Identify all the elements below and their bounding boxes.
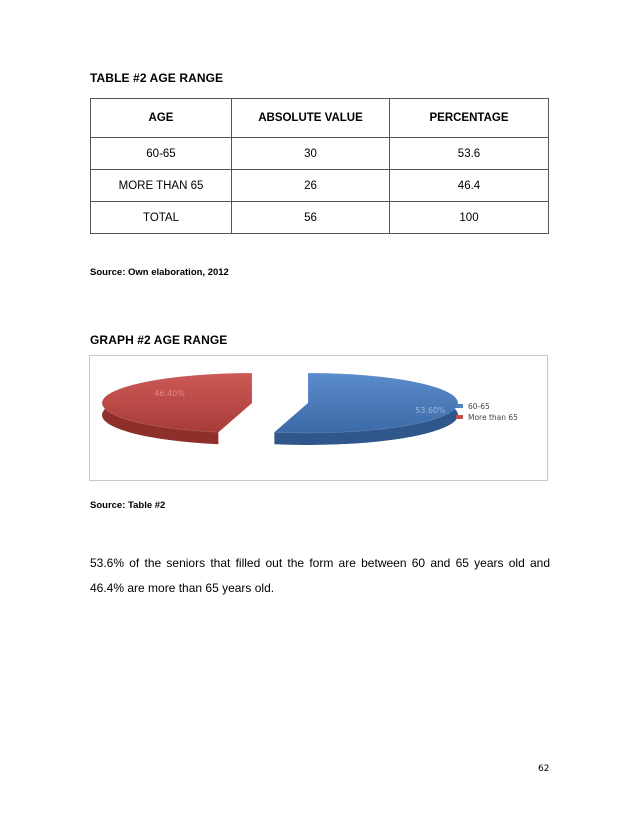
pie-data-label: 53.60% <box>415 406 446 416</box>
table-title: TABLE #2 AGE RANGE <box>90 71 224 85</box>
table-cell: 56 <box>232 202 390 234</box>
table-header-cell: PERCENTAGE <box>390 99 549 138</box>
page-number: 62 <box>538 764 550 774</box>
graph-title: GRAPH #2 AGE RANGE <box>90 333 228 347</box>
table-row <box>91 170 549 202</box>
table-cell: MORE THAN 65 <box>91 170 232 202</box>
legend-swatch <box>456 404 463 408</box>
table-header-row <box>91 99 549 138</box>
table-cell: 53.6 <box>390 138 549 170</box>
summary-paragraph: 53.6% of the seniors that filled out the form are between 60 and 65 years old and 46.4% are more than 65 years old. <box>90 556 550 595</box>
legend-label: 60-65 <box>468 402 490 411</box>
table-cell: 100 <box>390 202 549 234</box>
legend-label: More than 65 <box>468 413 518 422</box>
table-cell: TOTAL <box>91 202 232 234</box>
table-header-cell: AGE <box>91 99 232 138</box>
legend-swatch <box>456 415 463 419</box>
pie-chart <box>89 355 548 481</box>
table-cell: 26 <box>232 170 390 202</box>
pie-data-label: 46.40% <box>154 388 185 398</box>
pie-chart-svg <box>90 356 547 480</box>
table-cell: 46.4 <box>390 170 549 202</box>
table-row <box>91 202 549 234</box>
graph-source: Source: Table #2 <box>90 500 166 511</box>
table-cell: 30 <box>232 138 390 170</box>
table-header-cell: ABSOLUTE VALUE <box>232 99 390 138</box>
age-range-table <box>90 98 549 234</box>
table-cell: 60-65 <box>91 138 232 170</box>
table-source: Source: Own elaboration, 2012 <box>90 267 229 278</box>
table-row <box>91 138 549 170</box>
